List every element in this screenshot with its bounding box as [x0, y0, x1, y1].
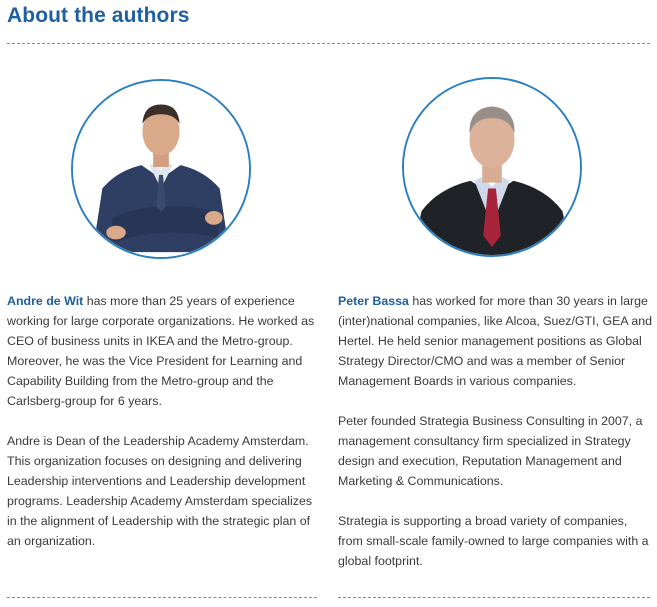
- footer-divider: [338, 597, 650, 598]
- heading-divider: [7, 43, 650, 44]
- page-title: About the authors: [7, 4, 190, 27]
- bio-paragraph: [338, 291, 653, 391]
- bio-paragraph: Strategia is supporting a broad variety of companies, from small-scale family-owned to large companies with a global footprint.: [338, 514, 649, 568]
- bio-paragraph: [7, 291, 325, 411]
- bio-text: has more than 25 years of experience working for large corporate organizations. He worked as CEO of business units in IKEA and the Metro-group. Moreover, he was the Vice President for Learning and Capability Building from the Metro-group and the Carlsberg-group for 6 years.: [7, 294, 315, 408]
- portrait-illustration: [404, 79, 580, 255]
- author-bio-peter: [338, 291, 653, 591]
- bio-paragraph: Andre is Dean of the Leadership Academy Amsterdam. This organization focuses on designing and delivering Leadership interventions and Leadership development programs. Leadership Academy Amsterdam specializes in the alignment of Leadership with the strategic plan of an organization.: [7, 434, 313, 548]
- author-name: Andre de Wit: [7, 294, 84, 308]
- bio-paragraph: Peter founded Strategia Business Consulting in 2007, a management consultancy firm specialized in Strategy design and execution, Reputation Management and Marketing & Communications.: [338, 414, 643, 488]
- author-bio-andre: [7, 291, 325, 571]
- author-name: Peter Bassa: [338, 294, 409, 308]
- author-photo-andre: [71, 79, 251, 259]
- author-photo-peter: [402, 77, 582, 257]
- bio-text: has worked for more than 30 years in large (inter)national companies, like Alcoa, Suez/GTI, GEA and Hertel. He held senior management positions as Global Strategy Director/CMO and was a member of Senior Management Boards in various companies.: [338, 294, 653, 388]
- portrait-illustration: [73, 81, 249, 257]
- footer-divider: [7, 597, 317, 598]
